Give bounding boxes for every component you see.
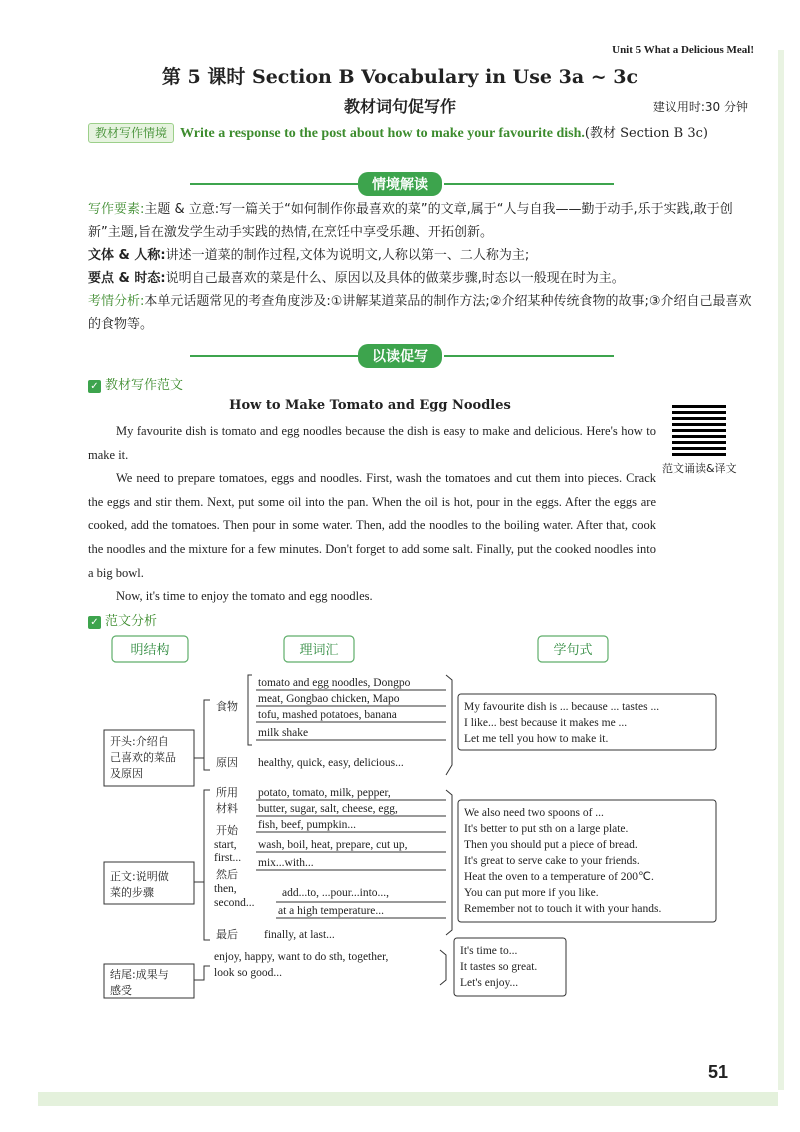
context-text: 本单元话题常见的考查角度涉及:①讲解某道菜品的制作方法;②介绍某种传统食物的故事;③介绍自己最喜欢的食物等。 bbox=[88, 294, 752, 332]
material-label: 材料 bbox=[216, 802, 238, 815]
ending-words: look so good... bbox=[214, 967, 283, 979]
task-ref: (教材 Section B 3c) bbox=[584, 126, 708, 141]
sentence-ending: It tastes so great. bbox=[460, 961, 538, 973]
food-line: meat, Gongbao chicken, Mapo bbox=[258, 693, 400, 705]
essay-paragraph: Now, it's time to enjoy the tomato and egg noodles. bbox=[116, 589, 373, 604]
sentence-body: Then you should put a piece of bread. bbox=[464, 839, 638, 851]
then-label: second... bbox=[214, 897, 255, 909]
sentence-ending: It's time to... bbox=[460, 945, 518, 957]
context-label: 要点 & 时态: bbox=[88, 271, 166, 286]
context-text: 主题 & 立意:写一篇关于“如何制作你最喜欢的菜”的文章,属于“人与自我——勤于动手,乐于实践,敢于创新”主题,旨在激发学生动手实践的热情,在烹饪中享受乐趣、开拓创新。 bbox=[88, 202, 733, 240]
banner-context-label: 情境解读 bbox=[358, 172, 442, 196]
page-subtitle: 教材词句促写作 bbox=[343, 97, 456, 116]
structure-ending-line: 结尾:成果与 bbox=[110, 968, 169, 981]
check-icon: ✓ bbox=[88, 616, 101, 629]
start-label: start, bbox=[214, 839, 237, 851]
heading-sentence: 学句式 bbox=[553, 643, 593, 658]
food-line: tofu, mashed potatoes, banana bbox=[258, 709, 397, 721]
reason-words: healthy, quick, easy, delicious... bbox=[258, 757, 404, 769]
sentence-body: Remember not to touch it with your hands. bbox=[464, 903, 662, 915]
analysis-tag-label: 范文分析 bbox=[105, 614, 158, 629]
sentence-body: We also need two spoons of ... bbox=[464, 807, 604, 819]
ending-words: enjoy, happy, want to do sth, together, bbox=[214, 951, 389, 963]
context-label: 考情分析: bbox=[88, 294, 145, 309]
essay-paragraph: We need to prepare tomatoes, eggs and noodles. First, wash the tomatoes and cut them into pieces. Crack the eggs and stir them. Next, put some oil into the pan. When the oil is hot, pour in the eggs. After the eggs are cooked, add the tomatoes. Then pour in some water. Then, add the noodles to the boiling water. After that, cook the noodles and the mixture for a few minutes. Don't forget to add some salt. Finally, put the cooked noodles into a big bowl. bbox=[88, 471, 656, 580]
sentence-body: Heat the oven to a temperature of 200℃. bbox=[464, 871, 654, 883]
sentence-body: It's great to serve cake to your friends. bbox=[464, 855, 640, 867]
last-words: finally, at last... bbox=[264, 929, 335, 941]
then-line: add...to, ...pour...into..., bbox=[282, 887, 390, 899]
running-header: Unit 5 What a Delicious Meal! bbox=[612, 44, 754, 56]
task-tag: 教材写作情境 bbox=[88, 123, 174, 143]
material-label: 所用 bbox=[216, 786, 238, 799]
material-line: fish, beef, pumpkin... bbox=[258, 819, 357, 831]
check-icon: ✓ bbox=[88, 380, 101, 393]
start-label: 开始 bbox=[216, 824, 238, 837]
reason-label: 原因 bbox=[216, 756, 238, 769]
page-title: 第 5 课时 Section B Vocabulary in Use 3a ~ 3c bbox=[161, 66, 639, 88]
structure-opening-line: 及原因 bbox=[110, 767, 143, 780]
essay-title: How to Make Tomato and Egg Noodles bbox=[229, 398, 511, 413]
material-line: potato, tomato, milk, pepper, bbox=[258, 787, 391, 799]
sentence-body: You can put more if you like. bbox=[464, 887, 599, 899]
start-line: wash, boil, heat, prepare, cut up, bbox=[258, 839, 408, 851]
heading-vocab: 理词汇 bbox=[299, 643, 339, 658]
sentence-opening: My favourite dish is ... because ... tastes ... bbox=[464, 701, 660, 713]
footer-band bbox=[38, 1092, 778, 1106]
food-line: tomato and egg noodles, Dongpo bbox=[258, 677, 411, 689]
start-label: first... bbox=[214, 852, 242, 864]
sample-tag-label: 教材写作范文 bbox=[105, 378, 184, 393]
sentence-body: It's better to put sth on a large plate. bbox=[464, 823, 629, 835]
start-line: mix...with... bbox=[258, 857, 314, 869]
structure-body-line: 菜的步骤 bbox=[110, 886, 154, 899]
structure-ending-line: 感受 bbox=[110, 984, 132, 997]
task-prompt: Write a response to the post about how to make your favourite dish. bbox=[180, 126, 585, 141]
time-hint: 建议用时:30 分钟 bbox=[652, 100, 748, 114]
last-label: 最后 bbox=[216, 928, 238, 941]
sentence-ending: Let's enjoy... bbox=[460, 977, 519, 989]
structure-body-line: 正文:说明做 bbox=[110, 870, 169, 883]
structure-opening-line: 己喜欢的菜品 bbox=[110, 751, 176, 764]
sentence-opening: I like... best because it makes me ... bbox=[464, 717, 628, 729]
material-line: butter, sugar, salt, cheese, egg, bbox=[258, 803, 398, 815]
context-text: 讲述一道菜的制作过程,文体为说明文,人称以第一、二人称为主; bbox=[165, 248, 530, 263]
context-label: 文体 & 人称: bbox=[88, 248, 166, 263]
banner-reading-label: 以读促写 bbox=[358, 344, 442, 368]
page-number: 51 bbox=[707, 1062, 728, 1082]
context-text: 说明自己最喜欢的菜是什么、原因以及具体的做菜步骤,时态以一般现在时为主。 bbox=[165, 271, 625, 286]
context-label: 写作要素: bbox=[88, 202, 145, 217]
structure-opening-line: 开头:介绍自 bbox=[110, 735, 169, 748]
essay-paragraph: My favourite dish is tomato and egg noodles because the dish is easy to make and delicious. Here's how to make it. bbox=[88, 424, 656, 462]
then-label: then, bbox=[214, 883, 237, 895]
heading-structure: 明结构 bbox=[130, 643, 170, 658]
food-label: 食物 bbox=[216, 700, 238, 713]
food-line: milk shake bbox=[258, 727, 309, 739]
sentence-opening: Let me tell you how to make it. bbox=[464, 733, 609, 745]
then-label: 然后 bbox=[216, 868, 238, 881]
then-line: at a high temperature... bbox=[278, 905, 385, 917]
qr-label: 范文诵读&译文 bbox=[662, 462, 737, 475]
